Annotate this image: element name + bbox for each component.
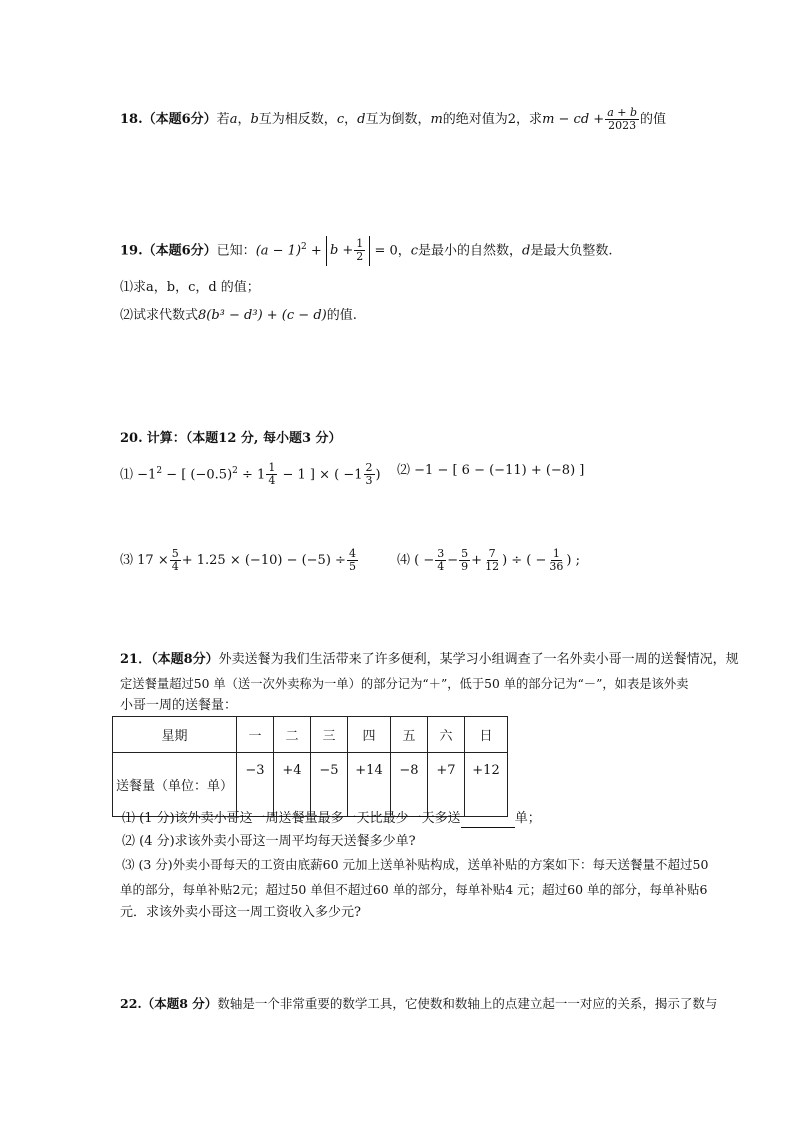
table-header-cell: 五 xyxy=(391,717,428,753)
frac-num: 1 xyxy=(268,461,276,475)
frac-den: 5 xyxy=(348,560,356,573)
q19-sub1: ⑴求a，b，c，d 的值； xyxy=(120,280,260,295)
table-cell: −5 xyxy=(311,753,348,817)
q19-sub2-end: 的值. xyxy=(326,308,357,323)
frac-num: 5 xyxy=(171,547,179,560)
table-cell: +14 xyxy=(348,753,391,817)
q20-p1-expr: −1 xyxy=(137,467,157,483)
q20-p4-expr: ) ÷ ( − xyxy=(502,553,547,568)
q19-abs-expr: b + xyxy=(329,243,354,258)
q20-p4-expr: ) ; xyxy=(566,553,580,568)
q21-sub3-line3: 元．求该外卖小哥这一周工资收入多少元? xyxy=(120,905,361,920)
q20-problem-1 xyxy=(120,462,381,487)
q18-var-b: b xyxy=(250,112,259,127)
frac-den: 3 xyxy=(365,474,373,488)
q19-points: （本题6分） xyxy=(142,243,217,259)
frac-num: 5 xyxy=(461,547,469,560)
q19-var-d: d xyxy=(522,243,531,259)
q20-points: （本题12 分, 每小题3 分） xyxy=(185,431,342,446)
frac-num: 7 xyxy=(488,547,496,560)
q21-sub2: ⑵ (4 分)求该外卖小哥这一周平均每天送餐多少单? xyxy=(122,834,416,849)
table-header-cell: 三 xyxy=(311,717,348,753)
table-cell: +4 xyxy=(274,753,311,817)
q20-p4-expr: ( − xyxy=(414,553,435,568)
q20-p3-label: ⑶ xyxy=(120,553,134,568)
q20-p1-expr: − [ (−0.5) xyxy=(166,467,233,483)
q18-line xyxy=(120,107,666,132)
q19-var-c: c xyxy=(410,243,419,259)
q20-p1-sup: 2 xyxy=(232,466,238,476)
q19-abs-frac xyxy=(354,238,365,263)
table-cell: −8 xyxy=(391,753,428,817)
q18-frac-num: a + b xyxy=(607,106,637,119)
q21-points: （本题8分） xyxy=(151,652,219,667)
q21-line2: 定送餐量超过50 单（送一次外卖称为一单）的部分记为“＋”，低于50 单的部分记为“－”，如表是该外卖 xyxy=(120,677,689,691)
frac-den: 4 xyxy=(437,560,445,573)
q18-var-d: d xyxy=(357,112,366,127)
q19-abs-frac-den: 2 xyxy=(356,250,364,263)
q21-line1 xyxy=(120,651,739,669)
q20-p1-expr: ) xyxy=(375,467,381,483)
q20-p3-frac xyxy=(170,548,181,573)
q21-text: 外卖送餐为我们生活带来了许多便利，某学习小组调查了一名外卖小哥一周的送餐情况，规 xyxy=(218,652,739,667)
frac-num: 1 xyxy=(552,547,560,560)
q20-p2-label: ⑵ xyxy=(397,463,411,478)
q21-sub1-text: ⑴ (1 分)该外卖小哥这一周送餐量最多一天比最少一天多送 xyxy=(122,811,461,826)
q20-problem-3 xyxy=(120,548,359,573)
frac-num: 3 xyxy=(437,547,445,560)
q18-var-a: a xyxy=(229,112,238,127)
q20-problem-2 xyxy=(397,462,584,480)
q20-problem-4 xyxy=(397,548,580,573)
frac-num: 4 xyxy=(348,547,356,560)
q20-p1-label: ⑴ xyxy=(120,467,134,483)
table-row xyxy=(113,753,508,817)
q18-frac-den: 2023 xyxy=(608,119,637,132)
q19-text: 是最小的自然数， xyxy=(418,243,523,259)
q19-sub2-expr: 8(b³ − d³) + (c − d) xyxy=(198,308,327,323)
table-header-cell: 星期 xyxy=(113,717,237,753)
q18-var-m: m xyxy=(430,112,443,127)
q20-p3-frac xyxy=(347,548,358,573)
q20-p1-expr: − 1 ] × ( −1 xyxy=(282,467,363,483)
q19-sub2 xyxy=(120,307,357,325)
q20-p4-expr: − xyxy=(447,553,459,568)
q20-p4-label: ⑷ xyxy=(397,553,411,568)
q20-line xyxy=(120,430,342,448)
q20-p2-expr: −1 − [ 6 − (−11) + (−8) ] xyxy=(414,463,585,478)
q19-text: 已知： xyxy=(216,243,256,259)
q19-number: 19. xyxy=(120,243,143,259)
q19-abs-frac-num: 1 xyxy=(356,237,364,250)
table-cell: +7 xyxy=(428,753,465,817)
table-cell: −3 xyxy=(237,753,274,817)
q21-sub1-text: 单； xyxy=(514,811,541,826)
q18-text: ， xyxy=(344,112,358,127)
q19-abs xyxy=(326,236,370,266)
q18-text: 互为倒数， xyxy=(365,112,431,127)
q20-p4-frac xyxy=(459,548,470,573)
q21-line3: 小哥一周的送餐量： xyxy=(120,698,238,713)
q22-points: （本题8 分） xyxy=(141,996,218,1011)
q22-number: 22. xyxy=(120,996,142,1011)
q20-p3-expr: + 1.25 × (−10) − (−5) ÷ xyxy=(181,553,346,568)
q18-text: ， xyxy=(237,112,251,127)
frac-den: 12 xyxy=(485,560,500,573)
q18-text: 互为相反数， xyxy=(258,112,337,127)
q19-eq: = 0， xyxy=(374,243,411,259)
q21-sub3-line1: ⑶ (3 分)外卖小哥每天的工资由底薪60 元加上送单补贴构成，送单补贴的方案如下：每天送餐量不超过50 xyxy=(122,857,709,872)
table-header-cell: 六 xyxy=(428,717,465,753)
q20-p3-expr: 17 × xyxy=(137,553,169,568)
q19-eq-sup: 2 xyxy=(301,242,307,253)
q20-p4-frac xyxy=(435,548,446,573)
q21-number: 21． xyxy=(120,652,152,667)
q19-eq: + xyxy=(310,243,322,259)
q20-label: 计算： xyxy=(146,431,186,446)
q20-number: 20. xyxy=(120,431,143,446)
table-cell: +12 xyxy=(465,753,508,817)
q20-p4-frac xyxy=(483,548,501,573)
q20-p1-sup: 2 xyxy=(156,466,163,476)
frac-den: 4 xyxy=(268,474,276,488)
table-header-row xyxy=(113,717,508,753)
delivery-table xyxy=(112,716,508,817)
q18-text: 若 xyxy=(216,112,230,127)
q19-eq: (a − 1) xyxy=(255,243,302,259)
q21-sub1 xyxy=(122,810,541,828)
q19-sub2-text: ⑵试求代数式 xyxy=(120,308,199,323)
q20-p4-frac xyxy=(547,548,565,573)
q18-text: 的绝对值为2，求 xyxy=(442,112,543,127)
table-header-cell: 二 xyxy=(274,717,311,753)
q18-expression: m − cd + xyxy=(542,112,605,127)
q20-p4-expr: + xyxy=(471,553,483,568)
frac-den: 36 xyxy=(549,560,564,573)
table-row-label: 送餐量（单位：单） xyxy=(113,753,237,817)
q22-line xyxy=(120,995,717,1013)
q22-text: 数轴是一个非常重要的数学工具，它使数和数轴上的点建立起一一对应的关系，揭示了数与 xyxy=(217,996,718,1011)
q18-var-c: c xyxy=(336,112,345,127)
q20-p1-frac xyxy=(266,462,277,487)
answer-blank[interactable] xyxy=(461,813,515,828)
q18-text: 的值 xyxy=(640,112,667,127)
table-header-cell: 一 xyxy=(237,717,274,753)
q19-text: 是最大负整数. xyxy=(530,243,613,259)
table-header-cell: 日 xyxy=(465,717,508,753)
table-header-cell: 四 xyxy=(348,717,391,753)
q21-sub3-line2: 单的部分，每单补贴2元；超过50 单但不超过60 单的部分，每单补贴4 元；超过60 单的部分，每单补贴6 xyxy=(120,882,708,897)
q19-line xyxy=(120,236,613,266)
q20-p1-frac xyxy=(364,462,375,487)
frac-den: 4 xyxy=(171,560,179,573)
frac-den: 9 xyxy=(461,560,469,573)
frac-num: 2 xyxy=(365,461,373,475)
q18-points: （本题6分） xyxy=(142,112,217,127)
q18-number: 18. xyxy=(120,112,143,127)
q18-fraction xyxy=(605,107,639,132)
q20-p1-expr: ÷ 1 xyxy=(242,467,266,483)
